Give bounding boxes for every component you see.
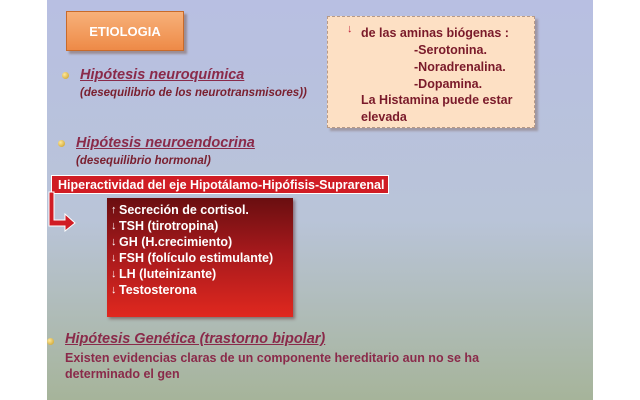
bullet-icon — [58, 140, 65, 147]
amines-box — [327, 16, 535, 128]
down-arrow-icon: ↓ — [111, 252, 117, 264]
hormone-item: GH (H.crecimiento) — [119, 235, 233, 249]
hormone-list-box — [107, 198, 293, 317]
hormone-item: FSH (folículo estimulante) — [119, 251, 274, 265]
amine-item: -Dopamina. — [414, 77, 483, 91]
amine-item: -Serotonina. — [414, 43, 487, 57]
hormone-item: Secreción de cortisol. — [119, 203, 249, 217]
hormone-item: LH (luteinizante) — [119, 267, 217, 281]
slide-title: ETIOLOGIA — [66, 11, 184, 51]
bullet-icon — [62, 72, 69, 79]
hypothesis-title: Hipótesis Genética (trastorno bipolar) — [65, 331, 326, 347]
amines-heading: de las aminas biógenas : — [361, 26, 509, 40]
histamine-note: La Histamina puede estar elevada — [361, 93, 513, 124]
bullet-icon — [47, 338, 54, 345]
up-arrow-icon: ↑ — [111, 204, 117, 216]
down-arrow-icon: ↓ — [111, 236, 117, 248]
down-arrow-icon: ↓ — [347, 23, 353, 35]
hpa-axis-banner: Hiperactividad del eje Hipotálamo-Hipófisis-Suprarenal — [51, 175, 389, 194]
hypothesis-title: Hipótesis neuroendocrina — [76, 135, 255, 151]
hormone-item: Testosterona — [119, 283, 197, 297]
slide — [47, 0, 593, 400]
down-arrow-icon: ↓ — [111, 284, 117, 296]
hypothesis-title: Hipótesis neuroquímica — [80, 67, 245, 83]
genetic-text: Existen evidencias claras de un componente hereditario aun no se ha determinado el gen — [65, 351, 480, 381]
amine-item: -Noradrenalina. — [414, 60, 506, 74]
elbow-arrow-icon — [47, 190, 77, 232]
hormone-item: TSH (tirotropina) — [119, 219, 219, 233]
hypothesis-subtitle: (desequilibrio hormonal) — [76, 155, 211, 167]
down-arrow-icon: ↓ — [111, 268, 117, 280]
down-arrow-icon: ↓ — [111, 220, 117, 232]
hypothesis-subtitle: (desequilibrio de los neurotransmisores)) — [80, 87, 307, 99]
